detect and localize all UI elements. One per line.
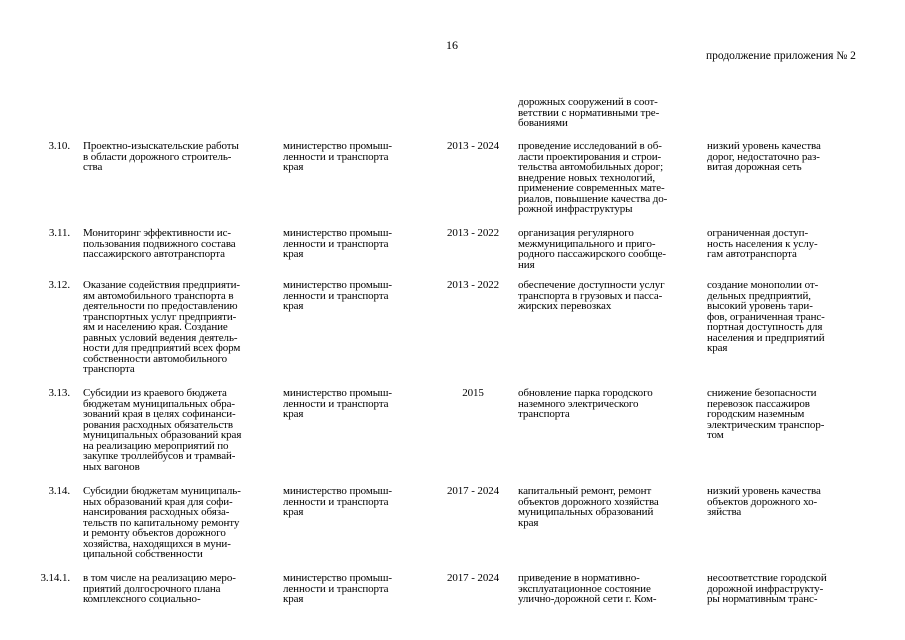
responsible-executor: министерство промыш- ленности и транспорта края (283, 572, 392, 605)
continuation-note: продолжение приложения № 2 (706, 50, 856, 62)
table-row (0, 140, 905, 215)
expected-result: организация регулярного межмуниципального и приго- родного пассажирского сообще- ния (518, 227, 666, 271)
row-number: 3.10. (48, 140, 70, 152)
expected-result: капитальный ремонт, ремонт объектов дорожного хозяйства муниципальных образований края (518, 485, 659, 529)
non-implementation-consequence: несоответствие городской дорожной инфраструкту- ры нормативным транс- (707, 572, 827, 605)
implementation-term: 2017 - 2024 (446, 485, 500, 497)
table-row (0, 227, 905, 271)
responsible-executor: министерство промыш- ленности и транспорта края (283, 227, 392, 260)
table-row (0, 279, 905, 375)
measure-name: Мониторинг эффективности ис- пользования подвижного состава пассажирского автотранспорта (83, 227, 236, 260)
table-row (0, 387, 905, 473)
implementation-term: 2013 - 2022 (446, 227, 500, 239)
non-implementation-consequence: низкий уровень качества объектов дорожного хо- зяйства (707, 485, 821, 518)
responsible-executor: министерство промыш- ленности и транспорта края (283, 279, 392, 312)
implementation-term: 2013 - 2024 (446, 140, 500, 152)
row-number: 3.11. (48, 227, 70, 239)
expected-result: обновление парка городского наземного электрического транспорта (518, 387, 653, 420)
table-row (0, 96, 905, 129)
table-row (0, 485, 905, 560)
page-number: 16 (446, 38, 458, 52)
responsible-executor: министерство промыш- ленности и транспорта края (283, 140, 392, 173)
measure-name: Субсидии из краевого бюджета бюджетам муниципальных обра- зований края в целях софинанси- рования расходных обязательств муниципальных образований края на реализацию мероприятий по закупке троллейбусов и трамвай- ных вагонов (83, 387, 242, 473)
expected-result: дорожных сооружений в соот- ветствии с нормативными тре- бованиями (518, 96, 660, 129)
implementation-term: 2015 (462, 387, 484, 399)
measure-name: в том числе на реализацию меро- приятий долгосрочного плана комплексного социально- (83, 572, 236, 605)
non-implementation-consequence: создание монополии от- дельных предприятий, высокий уровень тари- фов, ограниченная транс- портная доступность для населения и предприятий края (707, 279, 825, 354)
measure-name: Оказание содействия предприяти- ям автомобильного транспорта в деятельности по предоставлению транспортных услуг предприяти- ям и населению края. Создание равных условий ведения деятель- ности для предприятий всех форм собственности автомобильного транспорта (83, 279, 241, 375)
non-implementation-consequence: низкий уровень качества дорог, недостаточно раз- витая дорожная сеть (707, 140, 821, 173)
row-number: 3.14. (48, 485, 70, 497)
expected-result: проведение исследований в об- ласти проектирования и строи- тельства автомобильных дорог; внедрение новых технологий, применение современных мате- риалов, повышение качества до- рожной инфраструктуры (518, 140, 668, 215)
row-number: 3.13. (48, 387, 70, 399)
measure-name: Проектно-изыскательские работы в области дорожного строитель- ства (83, 140, 239, 173)
row-number: 3.14.1. (40, 572, 70, 584)
non-implementation-consequence: ограниченная доступ- ность населения к услу- гам автотранспорта (707, 227, 818, 260)
row-number: 3.12. (48, 279, 70, 291)
implementation-term: 2017 - 2024 (446, 572, 500, 584)
expected-result: обеспечение доступности услуг транспорта в грузовых и пасса- жирских перевозках (518, 279, 665, 312)
expected-result: приведение в нормативно- эксплуатационное состояние улично-дорожной сети г. Ком- (518, 572, 657, 605)
table-row (0, 572, 905, 605)
measure-name: Субсидии бюджетам муниципаль- ных образований края для софи- нансирования расходных обяза- тельств по капитальному ремонту и ремонту объектов дорожного хозяйства, находящихся в муни- ципальной собственности (83, 485, 241, 560)
implementation-term: 2013 - 2022 (446, 279, 500, 291)
responsible-executor: министерство промыш- ленности и транспорта края (283, 387, 392, 420)
non-implementation-consequence: снижение безопасности перевозок пассажиров городским наземным электрическим транспор- том (707, 387, 825, 441)
responsible-executor: министерство промыш- ленности и транспорта края (283, 485, 392, 518)
